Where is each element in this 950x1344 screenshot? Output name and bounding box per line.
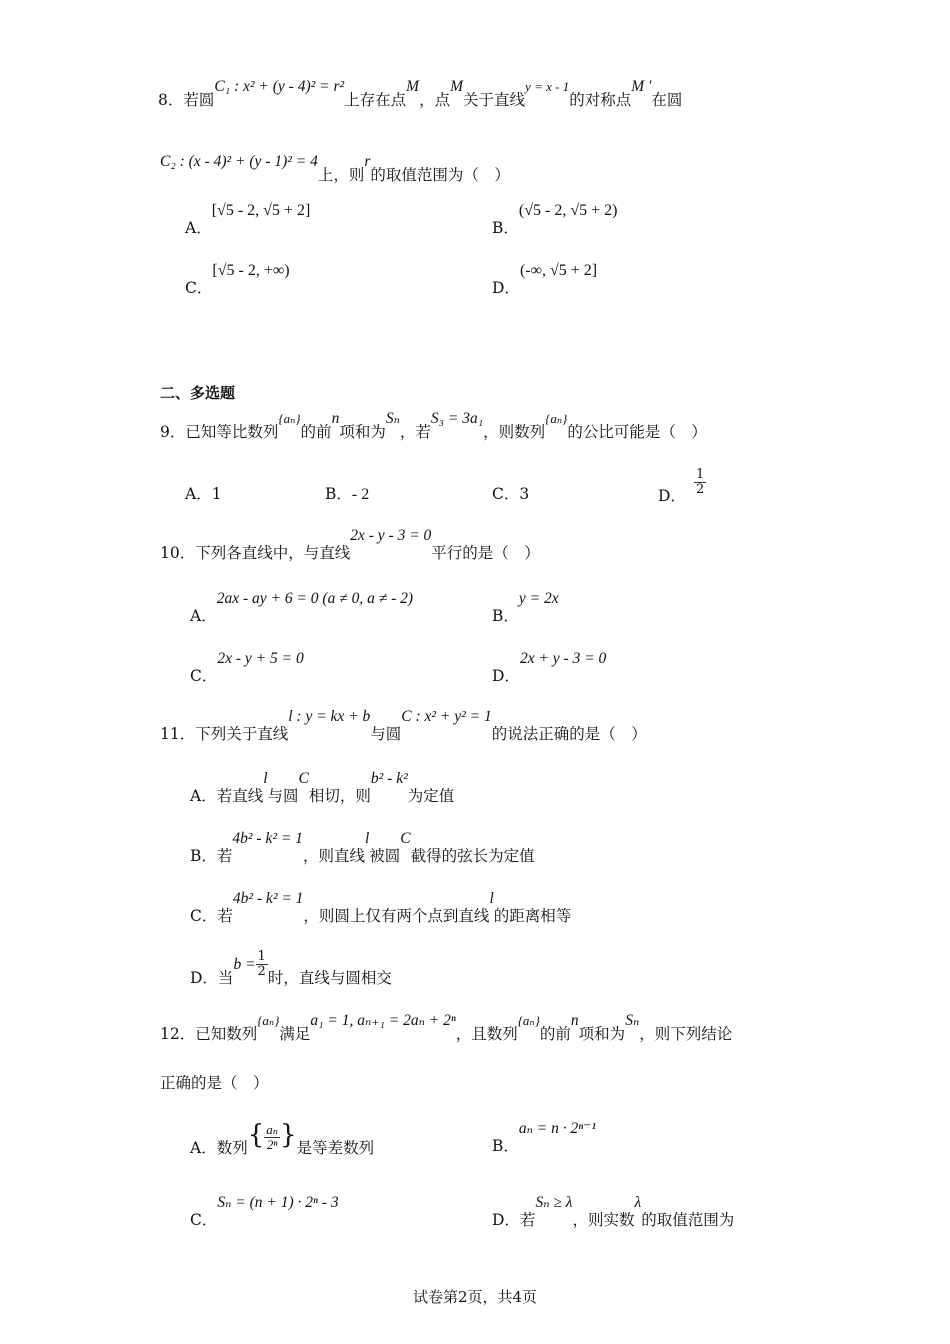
q8-line1 (158, 78, 683, 111)
q8-point-m: M (450, 78, 464, 95)
q8-text: 的对称点 (569, 91, 632, 109)
q9-sequence: {aₙ} (278, 411, 301, 426)
q10-line-eq: 2x - y - 3 = 0 (350, 527, 432, 544)
option-label: D． (492, 279, 520, 297)
option-label: B． (492, 219, 519, 237)
q8-option-c-expr: [√5 - 2, +∞) (212, 262, 290, 279)
section-heading: 二、多选题 (160, 384, 236, 402)
q12-text: ，且数列 (455, 1025, 518, 1043)
q11-stem (160, 708, 647, 745)
option-text: ，则圆上仅有两个点到直线 (303, 907, 490, 925)
fraction (694, 468, 706, 497)
q8-point-m: M (406, 78, 420, 95)
q11-line-eq: l : y = kx + b (288, 708, 371, 725)
q12-text: 满足 (279, 1025, 311, 1043)
q11-option-b[interactable] (190, 830, 535, 866)
option-label: D． (492, 667, 520, 685)
q9-text: 的前 (300, 423, 332, 441)
q8-option-a[interactable] (185, 202, 311, 238)
q11-text: 与圆 (370, 725, 402, 743)
option-text: C．3 (492, 485, 530, 503)
option-expr: Sₙ = (n + 1) · 2ⁿ - 3 (217, 1194, 339, 1211)
q8-point-m-prime: M ′ (631, 78, 652, 95)
fraction-num: aₙ (266, 1121, 279, 1137)
q9-option-b[interactable] (325, 482, 369, 504)
q8-option-b[interactable] (492, 202, 618, 238)
option-label: B． (492, 607, 519, 625)
option-label: C． (185, 279, 213, 297)
q11-option-c[interactable] (190, 890, 572, 926)
q9-stem (160, 410, 707, 443)
q12-option-c[interactable] (190, 1194, 339, 1230)
option-expr: 4b² - k² = 1 (232, 890, 304, 907)
q9-option-d[interactable] (658, 467, 706, 505)
fraction-num: 1 (695, 467, 705, 482)
option-text: 与圆 (267, 787, 299, 805)
q10-stem (160, 527, 540, 564)
q11-number: 11．下列关于直线 (160, 725, 289, 743)
q11-option-d[interactable] (190, 949, 392, 987)
option-text: 的取值范围为 (641, 1211, 735, 1229)
fraction-den: 2ⁿ (266, 1136, 278, 1152)
q9-option-c[interactable] (492, 482, 529, 504)
q10-text: 平行的是（ ） (431, 544, 540, 562)
q8-option-d[interactable] (492, 262, 598, 298)
q12-option-d[interactable] (492, 1194, 735, 1230)
q10-option-b[interactable] (492, 590, 559, 626)
q8-circle-c1: C₁ : x² + (y - 4)² = r² (214, 78, 345, 95)
q12-stem (160, 1012, 733, 1045)
option-text: ，则实数 (572, 1211, 635, 1229)
q12-text: 项和为 (578, 1025, 626, 1043)
var-l: l (489, 890, 494, 907)
q11-circle-eq: C : x² + y² = 1 (401, 708, 492, 725)
q8-text: 的取值范围为（ ） (370, 166, 510, 184)
option-label: D．若 (492, 1211, 536, 1229)
option-text: 是等差数列 (296, 1139, 375, 1157)
option-text: 时，直线与圆相交 (267, 968, 392, 987)
option-expr: 2x + y - 3 = 0 (519, 650, 607, 667)
option-expr: - 2 (351, 486, 370, 503)
option-expr: Sₙ ≥ λ (535, 1194, 573, 1211)
q9-option-a[interactable] (185, 482, 222, 504)
q12-sequence: {aₙ} (517, 1013, 540, 1028)
q12-number: 12．已知数列 (160, 1025, 258, 1043)
q12-condition: a₁ = 1, aₙ₊₁ = 2aₙ + 2ⁿ (310, 1012, 456, 1029)
q8-var-r: r (364, 153, 371, 170)
q8-text: 关于直线 (463, 91, 526, 109)
var-l: l (364, 830, 370, 847)
q12-option-b[interactable] (492, 1120, 596, 1156)
q8-line-eq: y = x - 1 (525, 79, 570, 94)
var-lambda: λ (634, 1194, 642, 1211)
q11-option-a[interactable] (190, 770, 455, 806)
page-footer: 试卷第2页，共4页 (412, 1288, 538, 1306)
option-expr: 2x - y + 5 = 0 (217, 650, 304, 667)
q9-condition: S₃ = 3a₁ (430, 410, 484, 427)
q12-sum: Sₙ (625, 1012, 640, 1029)
q9-text: ，若 (399, 423, 431, 441)
option-label: A． (190, 607, 217, 625)
q8-option-b-expr: (√5 - 2, √5 + 2) (518, 202, 618, 219)
q12-text: 的前 (539, 1025, 571, 1043)
fraction-den: 2 (695, 482, 705, 497)
q10-option-d[interactable] (492, 650, 607, 686)
q12-stem-line2: 正确的是（ ） (160, 1074, 269, 1092)
q9-text: 项和为 (339, 423, 386, 441)
q10-number: 10．下列各直线中，与直线 (160, 544, 351, 562)
option-expr: y = 2x (518, 590, 559, 607)
option-text: A．1 (185, 485, 222, 503)
var-c: C (400, 830, 411, 847)
q8-text: 上存在点 (344, 91, 407, 109)
option-label: A．数列 (190, 1139, 248, 1157)
option-text: 截得的弦长为定值 (410, 847, 535, 865)
q8-option-d-expr: (-∞, √5 + 2] (519, 262, 598, 279)
option-label: B． (325, 485, 352, 503)
option-text: B．若 (190, 847, 233, 865)
q8-number: 8．若圆 (158, 91, 215, 109)
fraction-num: 1 (257, 949, 266, 964)
option-label: B． (492, 1137, 519, 1155)
q10-option-a[interactable] (190, 590, 414, 626)
q10-option-c[interactable] (190, 650, 304, 686)
q9-number: 9．已知等比数列 (160, 423, 279, 441)
option-expr: 2ax - ay + 6 = 0 (a ≠ 0, a ≠ - 2) (216, 590, 414, 607)
q9-sum: Sₙ (385, 410, 400, 427)
q9-var-n: n (331, 410, 340, 427)
option-text: 被圆 (369, 847, 401, 865)
q11-text: 的说法正确的是（ ） (491, 725, 647, 743)
option-label: A． (185, 219, 212, 237)
option-expr: aₙ = n · 2ⁿ⁻¹ (518, 1120, 596, 1137)
q8-text: ，点 (419, 91, 451, 109)
var-c: C (298, 770, 309, 787)
option-label: D． (658, 486, 686, 505)
option-label: C． (190, 1211, 218, 1229)
q8-circle-c2: C₂ : (x - 4)² + (y - 1)² = 4 (160, 153, 318, 170)
option-label: C． (190, 667, 218, 685)
option-expr: b² - k² (370, 770, 408, 787)
option-expr: b = (233, 955, 256, 973)
brace-right: } (280, 1120, 297, 1150)
option-text: 相切，则 (308, 787, 371, 805)
q12-sequence: {aₙ} (257, 1013, 280, 1028)
q12-text: ，则下列结论 (639, 1025, 733, 1043)
q8-option-c[interactable] (185, 262, 290, 298)
option-text: C．若 (190, 907, 233, 925)
brace-left: { (247, 1120, 265, 1150)
q8-text: 在圆 (651, 91, 683, 109)
fraction (264, 1123, 280, 1152)
q8-text: 上，则 (317, 166, 365, 184)
q12-option-a[interactable] (190, 1120, 375, 1157)
q8-line2 (160, 153, 510, 186)
q9-text: 的公比可能是（ ） (567, 423, 707, 441)
q9-sequence: {aₙ} (545, 411, 568, 426)
q9-text: ，则数列 (483, 423, 546, 441)
option-text: D．当 (190, 968, 234, 987)
fraction-den: 2 (257, 964, 266, 979)
fraction (256, 950, 268, 979)
var-l: l (263, 770, 268, 787)
option-expr: 4b² - k² = 1 (232, 830, 303, 847)
q12-var-n: n (570, 1012, 579, 1029)
q8-option-a-expr: [√5 - 2, √5 + 2] (211, 202, 311, 219)
option-text: ，则直线 (302, 847, 365, 865)
option-text: A．若直线 (190, 787, 264, 805)
option-text: 的距离相等 (493, 907, 572, 925)
option-text: 为定值 (407, 787, 455, 805)
